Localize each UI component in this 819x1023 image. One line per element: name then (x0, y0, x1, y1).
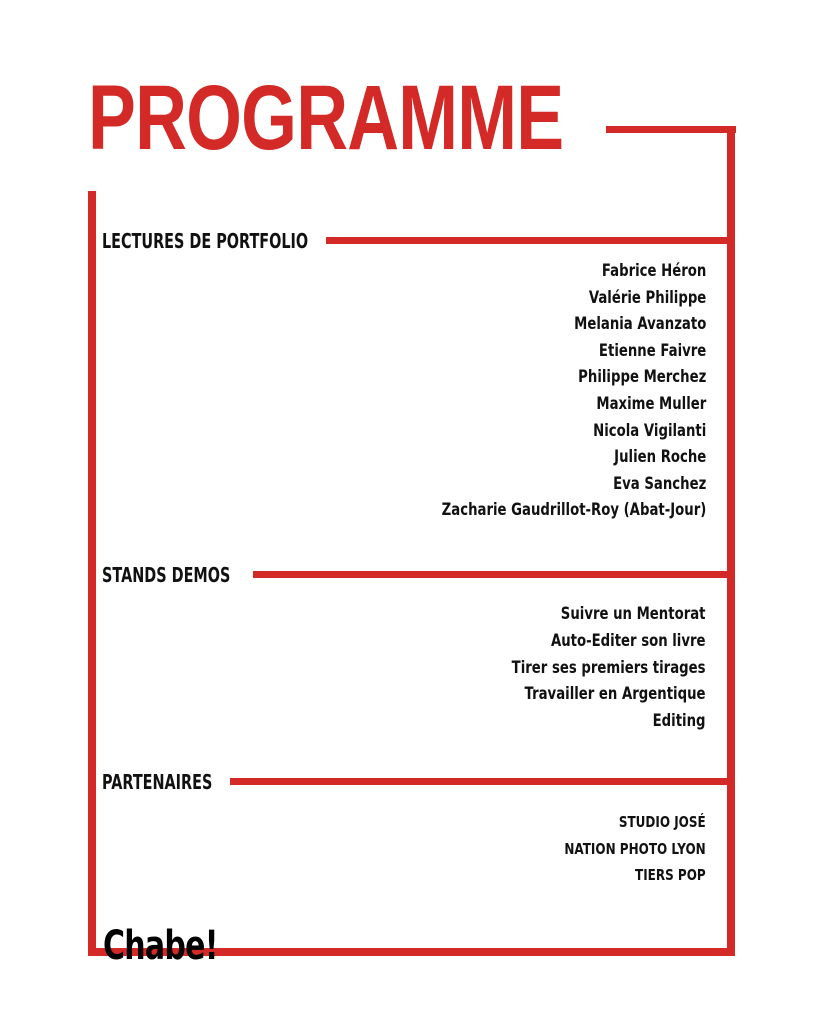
frame-line-left (88, 191, 96, 956)
list-item: Nicola Vigilanti (592, 420, 706, 441)
list-item: Philippe Merchez (577, 367, 706, 388)
section-heading-demos: STANDS DEMOS (102, 563, 231, 587)
frame-line-top (606, 126, 736, 133)
section-divider-portfolio (326, 237, 735, 244)
list-item: Julien Roche (613, 447, 706, 468)
list-item: Travailler en Argentique (524, 684, 706, 705)
list-item: Valérie Philippe (588, 287, 706, 308)
list-item: Maxime Muller (596, 393, 706, 414)
list-item: Editing (653, 711, 706, 732)
list-item: Zacharie Gaudrillot-Roy (Abat-Jour) (441, 500, 706, 521)
section-divider-partners (230, 778, 735, 785)
list-item: Etienne Faivre (598, 340, 706, 361)
demo-stands-list (457, 601, 706, 735)
list-item: TIERS POP (635, 866, 706, 884)
list-item: STUDIO JOSÉ (619, 813, 706, 831)
section-heading-portfolio: LECTURES DE PORTFOLIO (102, 229, 309, 253)
list-item: Tirer ses premiers tirages (512, 657, 706, 678)
list-item: Suivre un Mentorat (561, 604, 706, 624)
chabe-logo: Chabe! (103, 923, 218, 969)
list-item: Eva Sanchez (612, 473, 706, 494)
list-item: Fabrice Héron (601, 261, 706, 281)
list-item: NATION PHOTO LYON (564, 839, 706, 858)
list-item: Melania Avanzato (573, 314, 706, 335)
section-divider-demos (253, 571, 735, 578)
list-item: Auto-Editer son livre (551, 630, 706, 651)
frame-line-right (727, 126, 735, 955)
section-heading-partners: PARTENAIRES (102, 770, 213, 794)
page-title: PROGRAMME (88, 67, 564, 169)
portfolio-reviewers-list (367, 258, 706, 524)
partners-list (529, 809, 706, 889)
